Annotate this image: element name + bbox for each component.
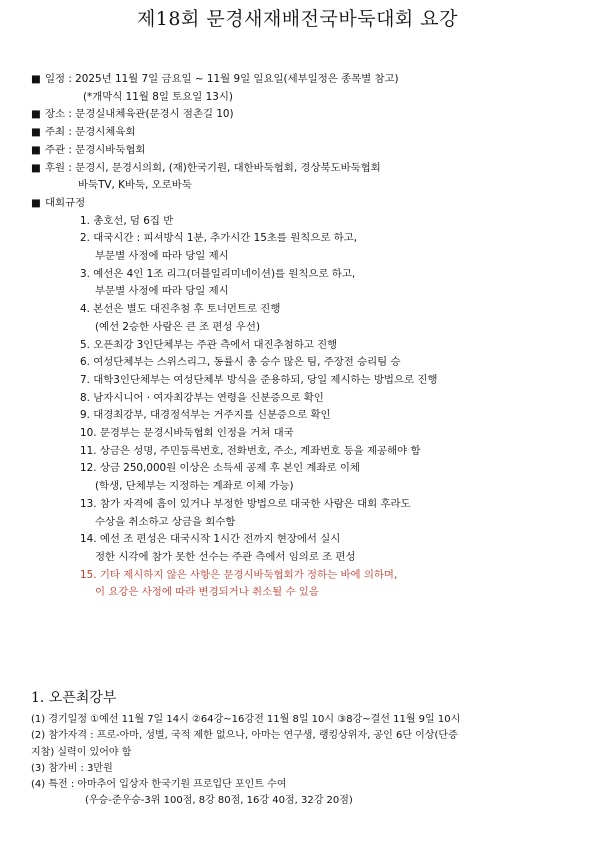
section-eligibility: (2) 참가자격 : 프로-아마, 성별, 국적 제한 없으나, 아마는 연구생, 랭킹상위자, 공인 6단 이상(단증 (31, 730, 458, 742)
rules-list (31, 213, 586, 602)
page-title: 제18회 문경새재배전국바둑대회 요강 (136, 8, 459, 30)
rule-item (80, 531, 586, 566)
rule-item (80, 301, 586, 336)
rule-item (80, 425, 586, 443)
rules-heading-row (31, 195, 586, 213)
sponsor-text: 후원 : 문경시, 문경시의회, (재)한국기원, 대한바둑협회, 경상북도바둑협회 (45, 161, 381, 174)
square-bullet-icon (31, 106, 41, 124)
section-special: (4) 특전 : 아마추어 입상자 한국기원 프로입단 포인트 수여 (31, 779, 287, 791)
square-bullet-icon (31, 71, 41, 89)
section-special-detail: (우승-준우승-3위 100점, 8강 80점, 16강 40점, 32강 20점) (85, 795, 353, 807)
organizer-text: 주관 : 문경시바둑협회 (45, 143, 146, 156)
rule-line: 7. 대학3인단체부는 여성단체부 방식을 준용하되, 당일 제시하는 방법으로 진행 (80, 373, 438, 386)
opening-note: (*개막식 11월 8일 토요일 13시) (83, 90, 233, 103)
host-text: 주최 : 문경시체육회 (45, 126, 136, 139)
schedule-text: 일정 : 2025년 11월 7일 금요일 ~ 11월 9일 일요일(세부일정은 종목별 참고) (45, 73, 399, 85)
rule-item (80, 372, 586, 390)
rule-item (80, 460, 586, 495)
overview-block (31, 71, 586, 602)
host-row (31, 124, 586, 142)
rule-item (80, 443, 586, 461)
rule-line: 5. 오픈최강 3인단체부는 주관 측에서 대진추첨하고 진행 (80, 338, 338, 351)
venue-row (31, 106, 586, 124)
rule-item (80, 390, 586, 408)
square-bullet-icon (31, 160, 41, 178)
rule-line: 9. 대경최강부, 대경정석부는 거주지를 신분증으로 확인 (80, 409, 331, 422)
sponsor-continuation: 바둑TV, K바둑, 오로바둑 (78, 179, 192, 192)
sponsor-row (31, 160, 586, 178)
rule-line: 8. 남자시니어 · 여자최강부는 연령을 신분증으로 확인 (80, 391, 324, 404)
square-bullet-icon (31, 124, 41, 142)
square-bullet-icon (31, 142, 41, 160)
rule-line: 3. 예선은 4인 1조 리그(더블일리미네이션)를 원칙으로 하고, (80, 267, 356, 280)
rule-line: 12. 상금 250,000원 이상은 소득세 공제 후 본인 계좌로 이체 (80, 462, 360, 475)
rule-item-notice (80, 567, 586, 602)
rule-subline: 부문별 사정에 따라 당일 제시 (95, 285, 229, 298)
rule-item (80, 337, 586, 355)
rules-heading: 대회규정 (45, 196, 86, 209)
schedule-row (31, 71, 586, 89)
square-bullet-icon (31, 195, 41, 213)
rule-line: 2. 대국시간 : 피셔방식 1분, 추가시간 15초를 원칙으로 하고, (80, 232, 358, 245)
rule-line: 14. 예선 조 편성은 대국시작 1시간 전까지 현장에서 실시 (80, 533, 341, 546)
rule-line: 10. 문경부는 문경시바둑협회 인정을 거쳐 대국 (80, 427, 294, 440)
rule-subline: 이 요강은 사정에 따라 변경되거나 취소될 수 있음 (95, 586, 319, 599)
rule-subline: 부문별 사정에 따라 당일 제시 (95, 250, 229, 263)
rule-item (80, 407, 586, 425)
rule-item (80, 230, 586, 265)
section-title: 1. 오픈최강부 (31, 690, 117, 706)
rule-line: 1. 총호선, 덤 6집 반 (80, 214, 174, 227)
rule-subline: (학생, 단체부는 지정하는 계좌로 이체 가능) (95, 480, 294, 493)
rule-subline: 정한 시각에 참가 못한 선수는 주관 측에서 임의로 조 편성 (95, 550, 356, 563)
rule-item (80, 496, 586, 531)
rule-line: 6. 여성단체부는 스위스리그, 동률시 총 승수 많은 팀, 주장전 승리팀 승 (80, 356, 401, 369)
rule-subline: 수상을 취소하고 상금을 회수함 (95, 515, 236, 528)
rule-subline: (예선 2승한 사람은 큰 조 편성 우선) (95, 320, 261, 333)
rule-line: 13. 참가 자격에 흠이 있거나 부정한 방법으로 대국한 사람은 대회 후라도 (80, 497, 411, 510)
rule-line: 4. 본선은 별도 대진추첨 후 토너먼트로 진행 (80, 303, 281, 316)
section-schedule: (1) 경기일정 ①예선 11월 7일 14시 ②64강~16강전 11월 8일 10시 ③8강~결선 11월 9일 10시 (31, 714, 461, 726)
organizer-row (31, 142, 586, 160)
rule-item (80, 354, 586, 372)
rule-item (80, 213, 586, 231)
rule-item (80, 266, 586, 301)
rule-line: 11. 상금은 성명, 주민등록번호, 전화번호, 주소, 계좌번호 등을 제공해야 함 (80, 444, 421, 457)
venue-text: 장소 : 문경실내체육관(문경시 점촌길 10) (45, 108, 234, 121)
section-fee: (3) 참가비 : 3만원 (31, 762, 113, 774)
section-eligibility-cont: 지참) 실력이 있어야 함 (31, 746, 132, 758)
rule-line: 15. 기타 제시하지 않은 사항은 문경시바둑협회가 정하는 바에 의하며, (80, 568, 398, 581)
open-division-section (31, 690, 591, 809)
